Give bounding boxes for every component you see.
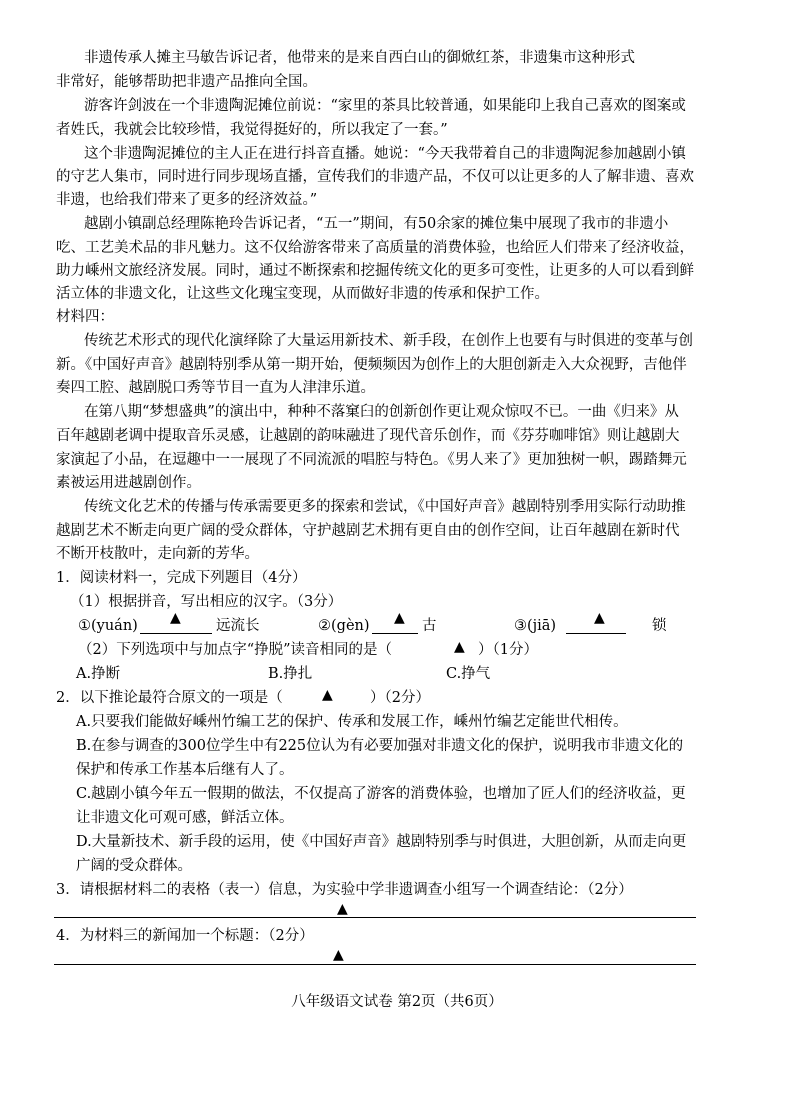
question-4-stem: 4．为材料三的新闻加一个标题：（2分）	[56, 928, 314, 944]
answer-marker-icon: ▲	[337, 901, 348, 917]
answer-blank[interactable]	[140, 633, 212, 634]
answer-line[interactable]	[54, 917, 696, 918]
material-four-label: 材料四：	[56, 309, 114, 325]
pinyin-after: 远流长	[216, 618, 260, 634]
question-3-stem: 3．请根据材料二的表格（表一）信息，为实验中学非遗调查小组写一个调查结论：（2分）	[56, 882, 633, 898]
answer-blank[interactable]	[372, 633, 418, 634]
paragraph-line: 传统艺术形式的现代化演绎除了大量运用新技术、新手段，在创作上也要有与时俱进的变革与创	[84, 333, 693, 349]
paragraph-line: 活立体的非遗文化，让这些文化瑰宝变现，从而做好非遗的传承和保护工作。	[56, 286, 549, 302]
answer-marker-icon: ▲	[322, 687, 333, 703]
option-continued: 保护和传承工作基本后继有人了。	[76, 762, 294, 778]
paragraph-line: 吃、工艺美术品的非凡魅力。这不仅给游客带来了高质量的消费体验，也给匠人们带来了经济收益，	[56, 240, 694, 256]
paragraph-line: 者姓氏，我就会比较珍惜，我觉得挺好的，所以我定了一套。”	[56, 122, 448, 138]
paragraph-line: 非遗传承人摊主马敏告诉记者，他带来的是来自西白山的御焮红茶，非遗集市这种形式	[84, 50, 635, 66]
paragraph-line: 传统文化艺术的传播与传承需要更多的探索和尝试，《中国好声音》越剧特别季用实际行动助推	[84, 499, 686, 515]
paragraph-line: 非常好，能够帮助把非遗产品推向全国。	[56, 74, 317, 90]
page-footer: 八年级语文试卷 第2页（共6页）	[291, 994, 503, 1010]
option[interactable]: A.只要我们能做好嵊州竹编工艺的保护、传承和发展工作，嵊州竹编艺定能世代相传。	[76, 714, 628, 730]
option[interactable]: C.挣气	[446, 666, 491, 682]
paragraph-line: 非遗，也给我们带来了更多的经济效益。”	[56, 192, 318, 208]
paragraph-line: 越剧艺术不断走向更广阔的受众群体，守护越剧艺术拥有更自由的创作空间，让百年越剧在新时代	[56, 523, 680, 539]
paragraph-line: 百年越剧老调中提取音乐灵感，让越剧的韵味融进了现代音乐创作，而《芬芬咖啡馆》则让越剧大	[56, 428, 680, 444]
question-1-stem: 1．阅读材料一，完成下列题目（4分）	[56, 570, 307, 586]
pinyin-label: ①(yuán)	[78, 618, 138, 634]
paragraph-line: 新。《中国好声音》越剧特别季从第一期开始，便频频因为创作上的大胆创新走入大众视野，吉他伴	[56, 357, 687, 373]
pinyin-after: 古	[422, 618, 437, 634]
paragraph-line: 的守艺人集市，同时进行同步现场直播，宣传我们的非遗产品，不仅可以让更多的人了解非遗、喜欢	[56, 169, 694, 185]
paragraph-line: 这个非遗陶泥摊位的主人正在进行抖音直播。她说：“今天我带着自己的非遗陶泥参加越剧小镇	[84, 146, 686, 162]
option-continued: 让非遗文化可观可感，鲜活立体。	[76, 810, 294, 826]
question-2-stem: 2．以下推论最符合原文的一项是（	[56, 690, 283, 706]
answer-marker-icon: ▲	[170, 610, 181, 626]
answer-marker-icon: ▲	[594, 610, 605, 626]
answer-line[interactable]	[54, 964, 696, 965]
option-continued: 广阔的受众群体。	[76, 858, 192, 874]
answer-marker-icon: ▲	[333, 947, 344, 963]
question-1-sub1: （1）根据拼音，写出相应的汉字。（3分）	[70, 594, 343, 610]
question-1-sub2-score: ）（1分）	[478, 642, 538, 658]
paragraph-line: 助力嵊州文旅经济发展。同时，通过不断探索和挖掘传统文化的更多可变性，让更多的人可以看到鲜	[56, 263, 694, 279]
paragraph-line: 奏四工腔、越剧脱口秀等节目一直为人津津乐道。	[56, 380, 375, 396]
answer-marker-icon: ▲	[454, 639, 465, 655]
paragraph-line: 在第八期“梦想盛典”的演出中，种种不落窠臼的创新创作更让观众惊叹不已。一曲《归来》从	[84, 404, 679, 420]
paragraph-line: 游客许剑波在一个非遗陶泥摊位前说：“家里的茶具比较普通，如果能印上我自己喜欢的图案或	[84, 98, 686, 114]
pinyin-after: 锁	[652, 618, 667, 634]
question-2-score: ）（2分）	[370, 690, 430, 706]
answer-blank[interactable]	[566, 633, 626, 634]
paragraph-line: 越剧小镇副总经理陈艳玲告诉记者，“五一”期间，有50余家的摊位集中展现了我市的非遗小	[84, 216, 669, 232]
option[interactable]: C.越剧小镇今年五一假期的做法，不仅提高了游客的消费体验，也增加了匠人们的经济收益，更	[76, 786, 686, 802]
paragraph-line: 不断开枝散叶，走向新的芳华。	[56, 546, 259, 562]
answer-marker-icon: ▲	[394, 610, 405, 626]
option[interactable]: B.在参与调查的300位学生中有225位认为有必要加强对非遗文化的保护，说明我市非遗文化的	[76, 738, 684, 754]
option[interactable]: A.挣断	[76, 666, 121, 682]
paragraph-line: 家演起了小品，在逗趣中一一展现了不同流派的唱腔与特色。《男人来了》更加独树一帜，踢踏舞元	[56, 452, 687, 468]
option[interactable]: B.挣扎	[268, 666, 313, 682]
pinyin-label: ②(gèn)	[318, 618, 370, 634]
question-1-sub2: （2）下列选项中与加点字“挣脱”读音相同的是（	[78, 642, 393, 658]
paragraph-line: 素被运用进越剧创作。	[56, 475, 201, 491]
option[interactable]: D.大量新技术、新手段的运用，使《中国好声音》越剧特别季与时俱进，大胆创新，从而走向更	[76, 834, 687, 850]
pinyin-label: ③(jiā)	[514, 618, 557, 634]
